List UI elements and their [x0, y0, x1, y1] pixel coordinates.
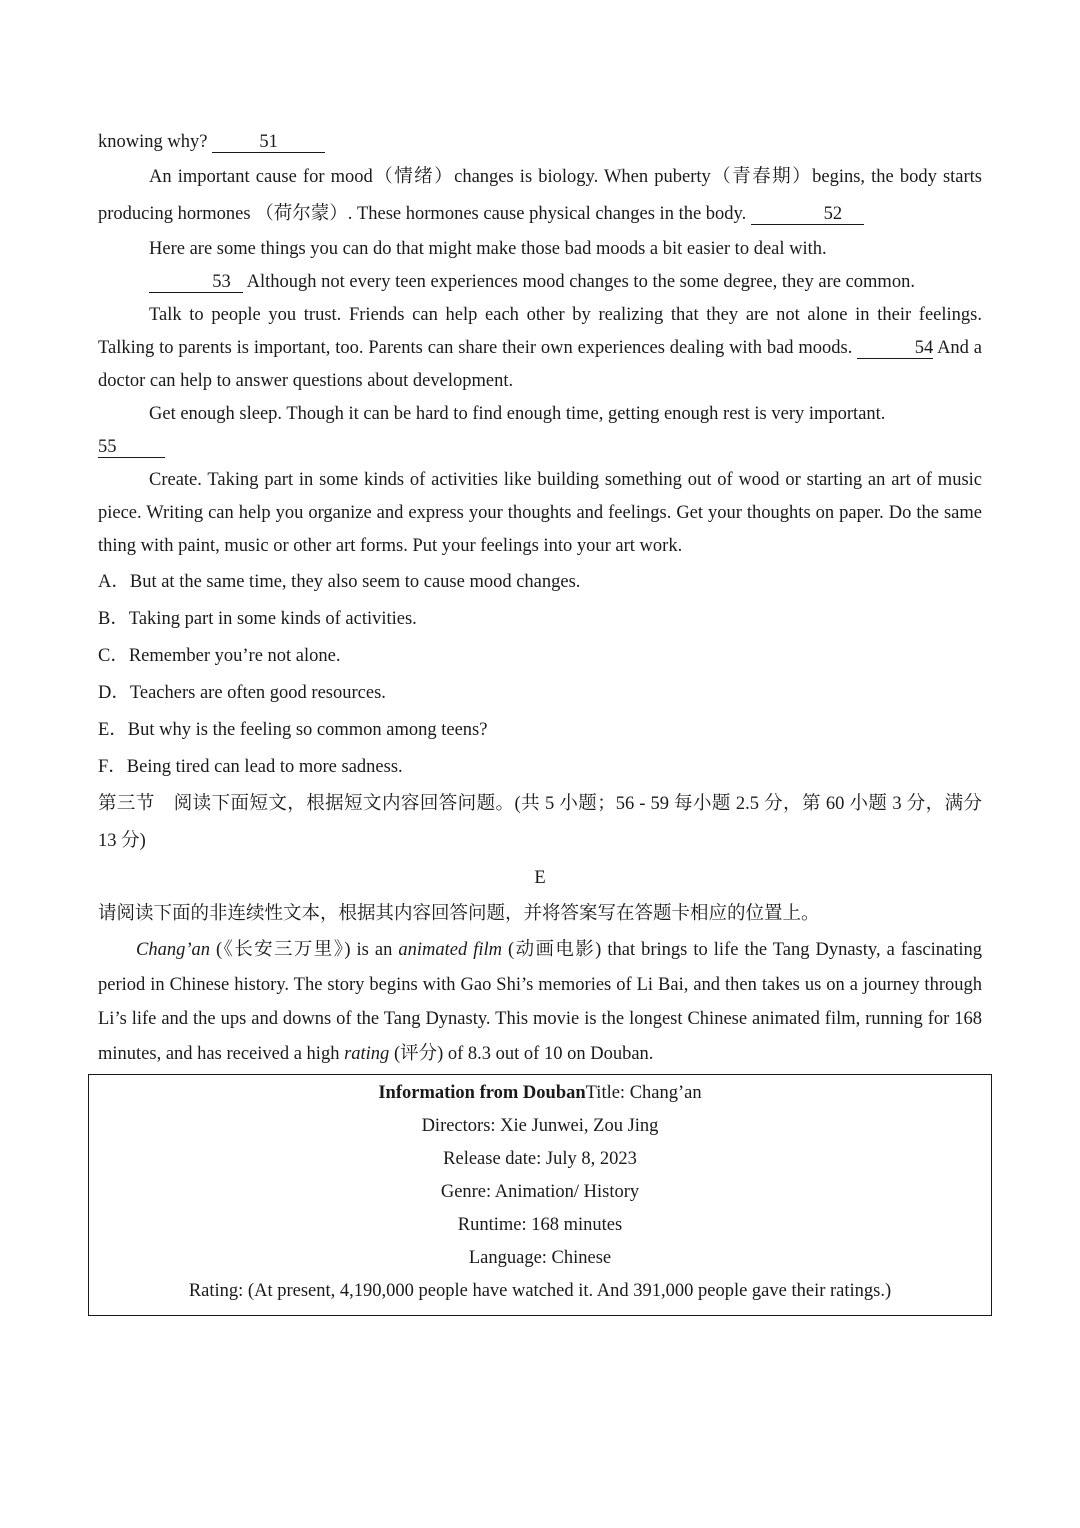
line-knowing-why — [98, 126, 982, 159]
option-b: B．Taking part in some kinds of activities. — [98, 609, 417, 629]
douban-info-box — [88, 1074, 992, 1316]
info-header: Information from Douban — [378, 1083, 586, 1103]
info-rating: Rating: (At present, 4,190,000 people have watched it. And 391,000 people gave their ratings.) — [188, 1281, 892, 1301]
options-list — [98, 564, 982, 786]
info-release-date: Release date: July 8, 2023 — [443, 1149, 637, 1169]
blank-55[interactable]: 55 — [98, 437, 165, 458]
info-header-line — [89, 1077, 991, 1110]
line-blank-55 — [98, 431, 982, 464]
paragraph-talk-text: Talk to people you trust. Friends can help each other by realizing that they are not alone in their feelings. Talking to parents is important, too. Parents can share their own experiences dealing with bad moods. — [98, 305, 982, 358]
option-f: F．Being tired can lead to more sadness. — [98, 757, 403, 777]
intro-text-2: (动画电影) that brings to life the Tang Dynasty, a fascinating period in Chinese history. The story begins with Gao Shi’s memories of Li Bai, and then takes us on a journey through Li’s life and the ups and downs of the Tang Dynasty. This movie is the longest Chinese animated film, running for 168 minutes, and has received a high — [98, 940, 982, 1064]
paragraph-biology-text: An important cause for mood（情绪）changes is biology. When puberty（青春期）begins, the body starts producing hormones （荷尔蒙）. These hormones cause physical changes in the body. — [98, 167, 982, 224]
section-3-heading: 第三节 阅读下面短文，根据短文内容回答问题。(共 5 小题；56 - 59 每小题 2.5 分，第 60 小题 3 分，满分 13 分) — [98, 794, 982, 851]
text-fragment: knowing why? — [98, 132, 213, 152]
term-animated-film: animated film — [398, 940, 503, 960]
option-e: E．But why is the feeling so common among teens? — [98, 720, 488, 740]
intro-text-1: (《长安三万里》) is an — [210, 940, 399, 960]
info-genre: Genre: Animation/ History — [440, 1182, 640, 1202]
passage-intro — [98, 933, 982, 1071]
intro-text-3: (评分) of 8.3 out of 10 on Douban. — [389, 1043, 654, 1064]
option-c: C．Remember you’re not alone. — [98, 646, 341, 666]
blank-52[interactable]: 52 — [751, 204, 864, 225]
passage-letter: E — [534, 868, 546, 888]
paragraph-53-text: Although not every teen experiences mood changes to the some degree, they are common. — [243, 272, 915, 292]
film-title: Chang’an — [136, 940, 210, 960]
term-rating: rating — [344, 1043, 390, 1064]
paragraph-biology — [98, 159, 982, 233]
reading-section-d — [98, 126, 982, 1071]
paragraph-create: Create. Taking part in some kinds of activities like building something out of wood or starting an art of music piece. Writing can help you organize and express your thoughts and feelings. Get your thoughts on paper. Do the same thing with paint, music or other art forms. Put your feelings into your art work. — [98, 470, 982, 556]
info-directors: Directors: Xie Junwei, Zou Jing — [421, 1116, 659, 1136]
info-title: Title: Chang’an — [585, 1083, 702, 1103]
paragraph-things: Here are some things you can do that might make those bad moods a bit easier to deal with. — [149, 239, 827, 259]
blank-54[interactable]: 54 — [857, 338, 933, 359]
blank-53[interactable]: 53 — [149, 272, 243, 293]
blank-51[interactable]: 51 — [212, 132, 325, 153]
paragraph-talk — [98, 299, 982, 398]
paragraph-sleep: Get enough sleep. Though it can be hard to find enough time, getting enough rest is very important. — [149, 404, 886, 424]
paragraph-53 — [98, 266, 982, 299]
paragraph-talk-end: And a doctor can help to answer questions about development. — [98, 338, 982, 391]
passage-instruction: 请阅读下面的非连续性文本，根据其内容回答问题，并将答案写在答题卡相应的位置上。 — [98, 904, 820, 924]
option-d: D．Teachers are often good resources. — [98, 683, 386, 703]
info-language: Language: Chinese — [468, 1248, 612, 1268]
option-a: A．But at the same time, they also seem to cause mood changes. — [98, 572, 581, 592]
info-runtime: Runtime: 168 minutes — [457, 1215, 623, 1235]
